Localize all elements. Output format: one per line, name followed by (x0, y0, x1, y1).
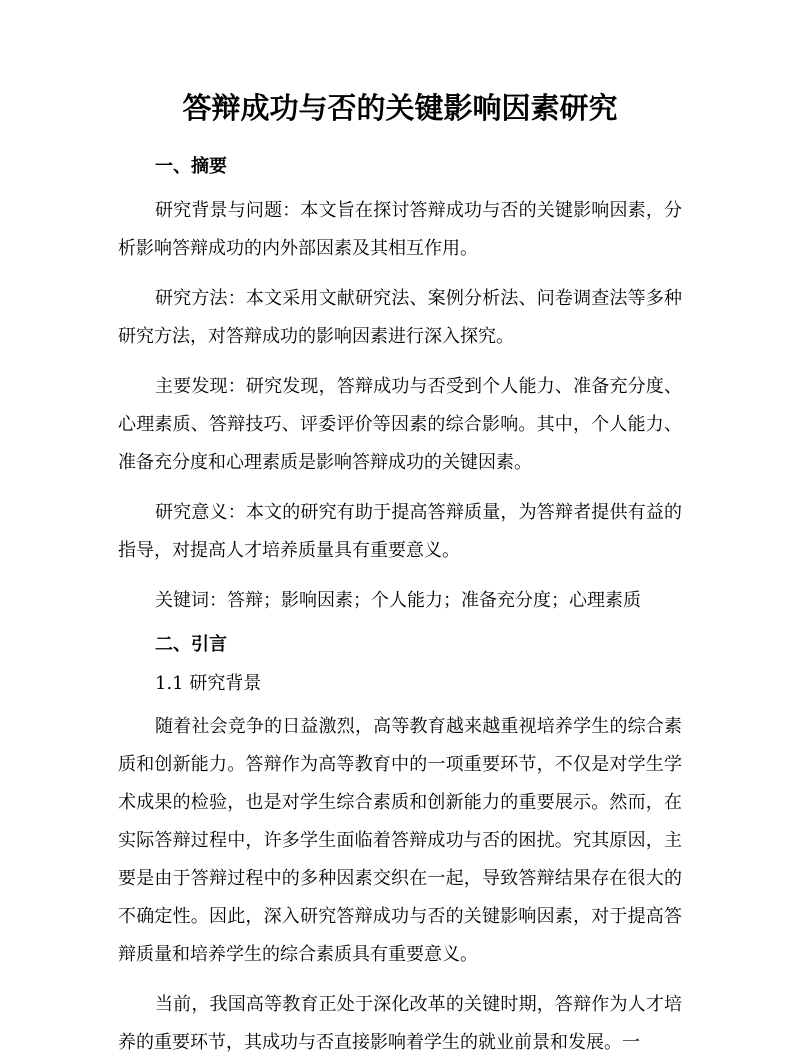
research-background-subheading: 1.1 研究背景 (155, 673, 262, 694)
introduction-paragraph-1: 随着社会竞争的日益激烈，高等教育越来越重视培养学生的综合素质和创新能力。答辩作为高等教育中的一项重要环节，不仅是对学生学术成果的检验，也是对学生综合素质和创新能力的重要展示。然而，在实际答辩过程中，许多学生面临着答辩成功与否的困扰。究其原因，主要是由于答辩过程中的多种因素交织在一起，导致答辩结果存在很大的不确定性。因此，深入研究答辩成功与否的关键影响因素，对于提高答辩质量和培养学生的综合素质具有重要意义。 (118, 716, 682, 965)
abstract-significance-paragraph: 研究意义：本文的研究有助于提高答辩质量，为答辩者提供有益的指导，对提高人才培养质量具有重要意义。 (118, 502, 682, 561)
abstract-findings-paragraph: 主要发现：研究发现，答辩成功与否受到个人能力、准备充分度、心理素质、答辩技巧、评委评价等因素的综合影响。其中，个人能力、准备充分度和心理素质是影响答辩成功的关键因素。 (118, 376, 682, 473)
document-title: 答辩成功与否的关键影响因素研究 (182, 91, 618, 125)
abstract-keywords-paragraph: 关键词：答辩；影响因素；个人能力；准备充分度；心理素质 (155, 590, 641, 611)
introduction-heading: 二、引言 (155, 634, 227, 655)
abstract-heading: 一、摘要 (155, 156, 227, 177)
abstract-method-paragraph: 研究方法：本文采用文献研究法、案例分析法、问卷调查法等多种研究方法，对答辩成功的影响因素进行深入探究。 (118, 288, 682, 347)
abstract-background-paragraph: 研究背景与问题：本文旨在探讨答辩成功与否的关键影响因素，分析影响答辩成功的内外部因素及其相互作用。 (118, 200, 682, 259)
introduction-paragraph-2: 当前，我国高等教育正处于深化改革的关键时期，答辩作为人才培养的重要环节，其成功与否直接影响着学生的就业前景和发展。一 (118, 994, 682, 1053)
